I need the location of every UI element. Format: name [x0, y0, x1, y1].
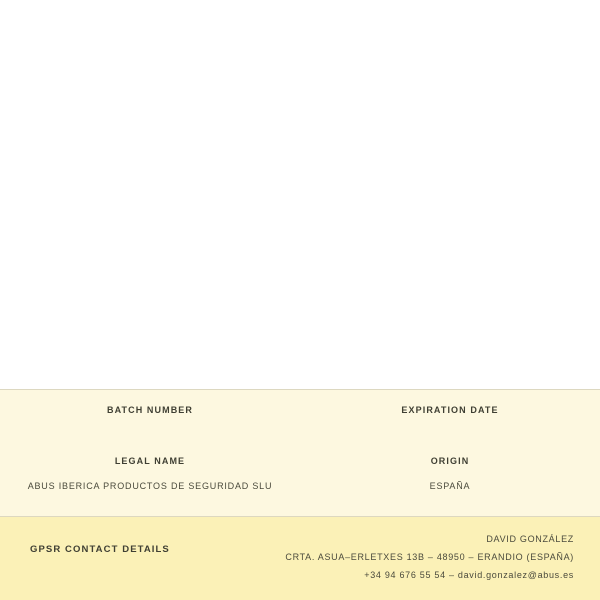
field-label-legal-name: LEGAL NAME — [114, 456, 186, 466]
info-row-legal-origin — [0, 454, 600, 493]
product-info-panel — [0, 389, 600, 517]
field-origin — [300, 454, 600, 493]
gpsr-contact-title: GPSR CONTACT DETAILS — [30, 544, 170, 555]
field-value-origin: ESPAÑA — [429, 481, 471, 491]
field-label-expiration-date: EXPIRATION DATE — [401, 405, 499, 415]
contact-phone-email[interactable]: +34 94 676 55 54 – david.gonzalez@abus.es — [364, 570, 574, 580]
info-row-batch-expiration — [0, 403, 600, 439]
field-expiration-date — [300, 403, 600, 439]
field-batch-number — [0, 403, 300, 439]
field-value-legal-name: ABUS IBERICA PRODUCTOS DE SEGURIDAD SLU — [27, 481, 273, 491]
field-value-expiration-date — [300, 428, 600, 439]
contact-address: CRTA. ASUA–ERLETXES 13B – 48950 – ERANDIO (ESPAÑA) — [285, 552, 574, 562]
gpsr-contact-details — [285, 530, 574, 584]
field-label-origin: ORIGIN — [430, 456, 470, 466]
contact-person-name: DAVID GONZÁLEZ — [486, 534, 574, 544]
gpsr-contact-panel — [0, 517, 600, 600]
field-legal-name — [0, 454, 300, 493]
field-label-batch-number: BATCH NUMBER — [106, 405, 194, 415]
field-value-batch-number — [0, 428, 300, 439]
